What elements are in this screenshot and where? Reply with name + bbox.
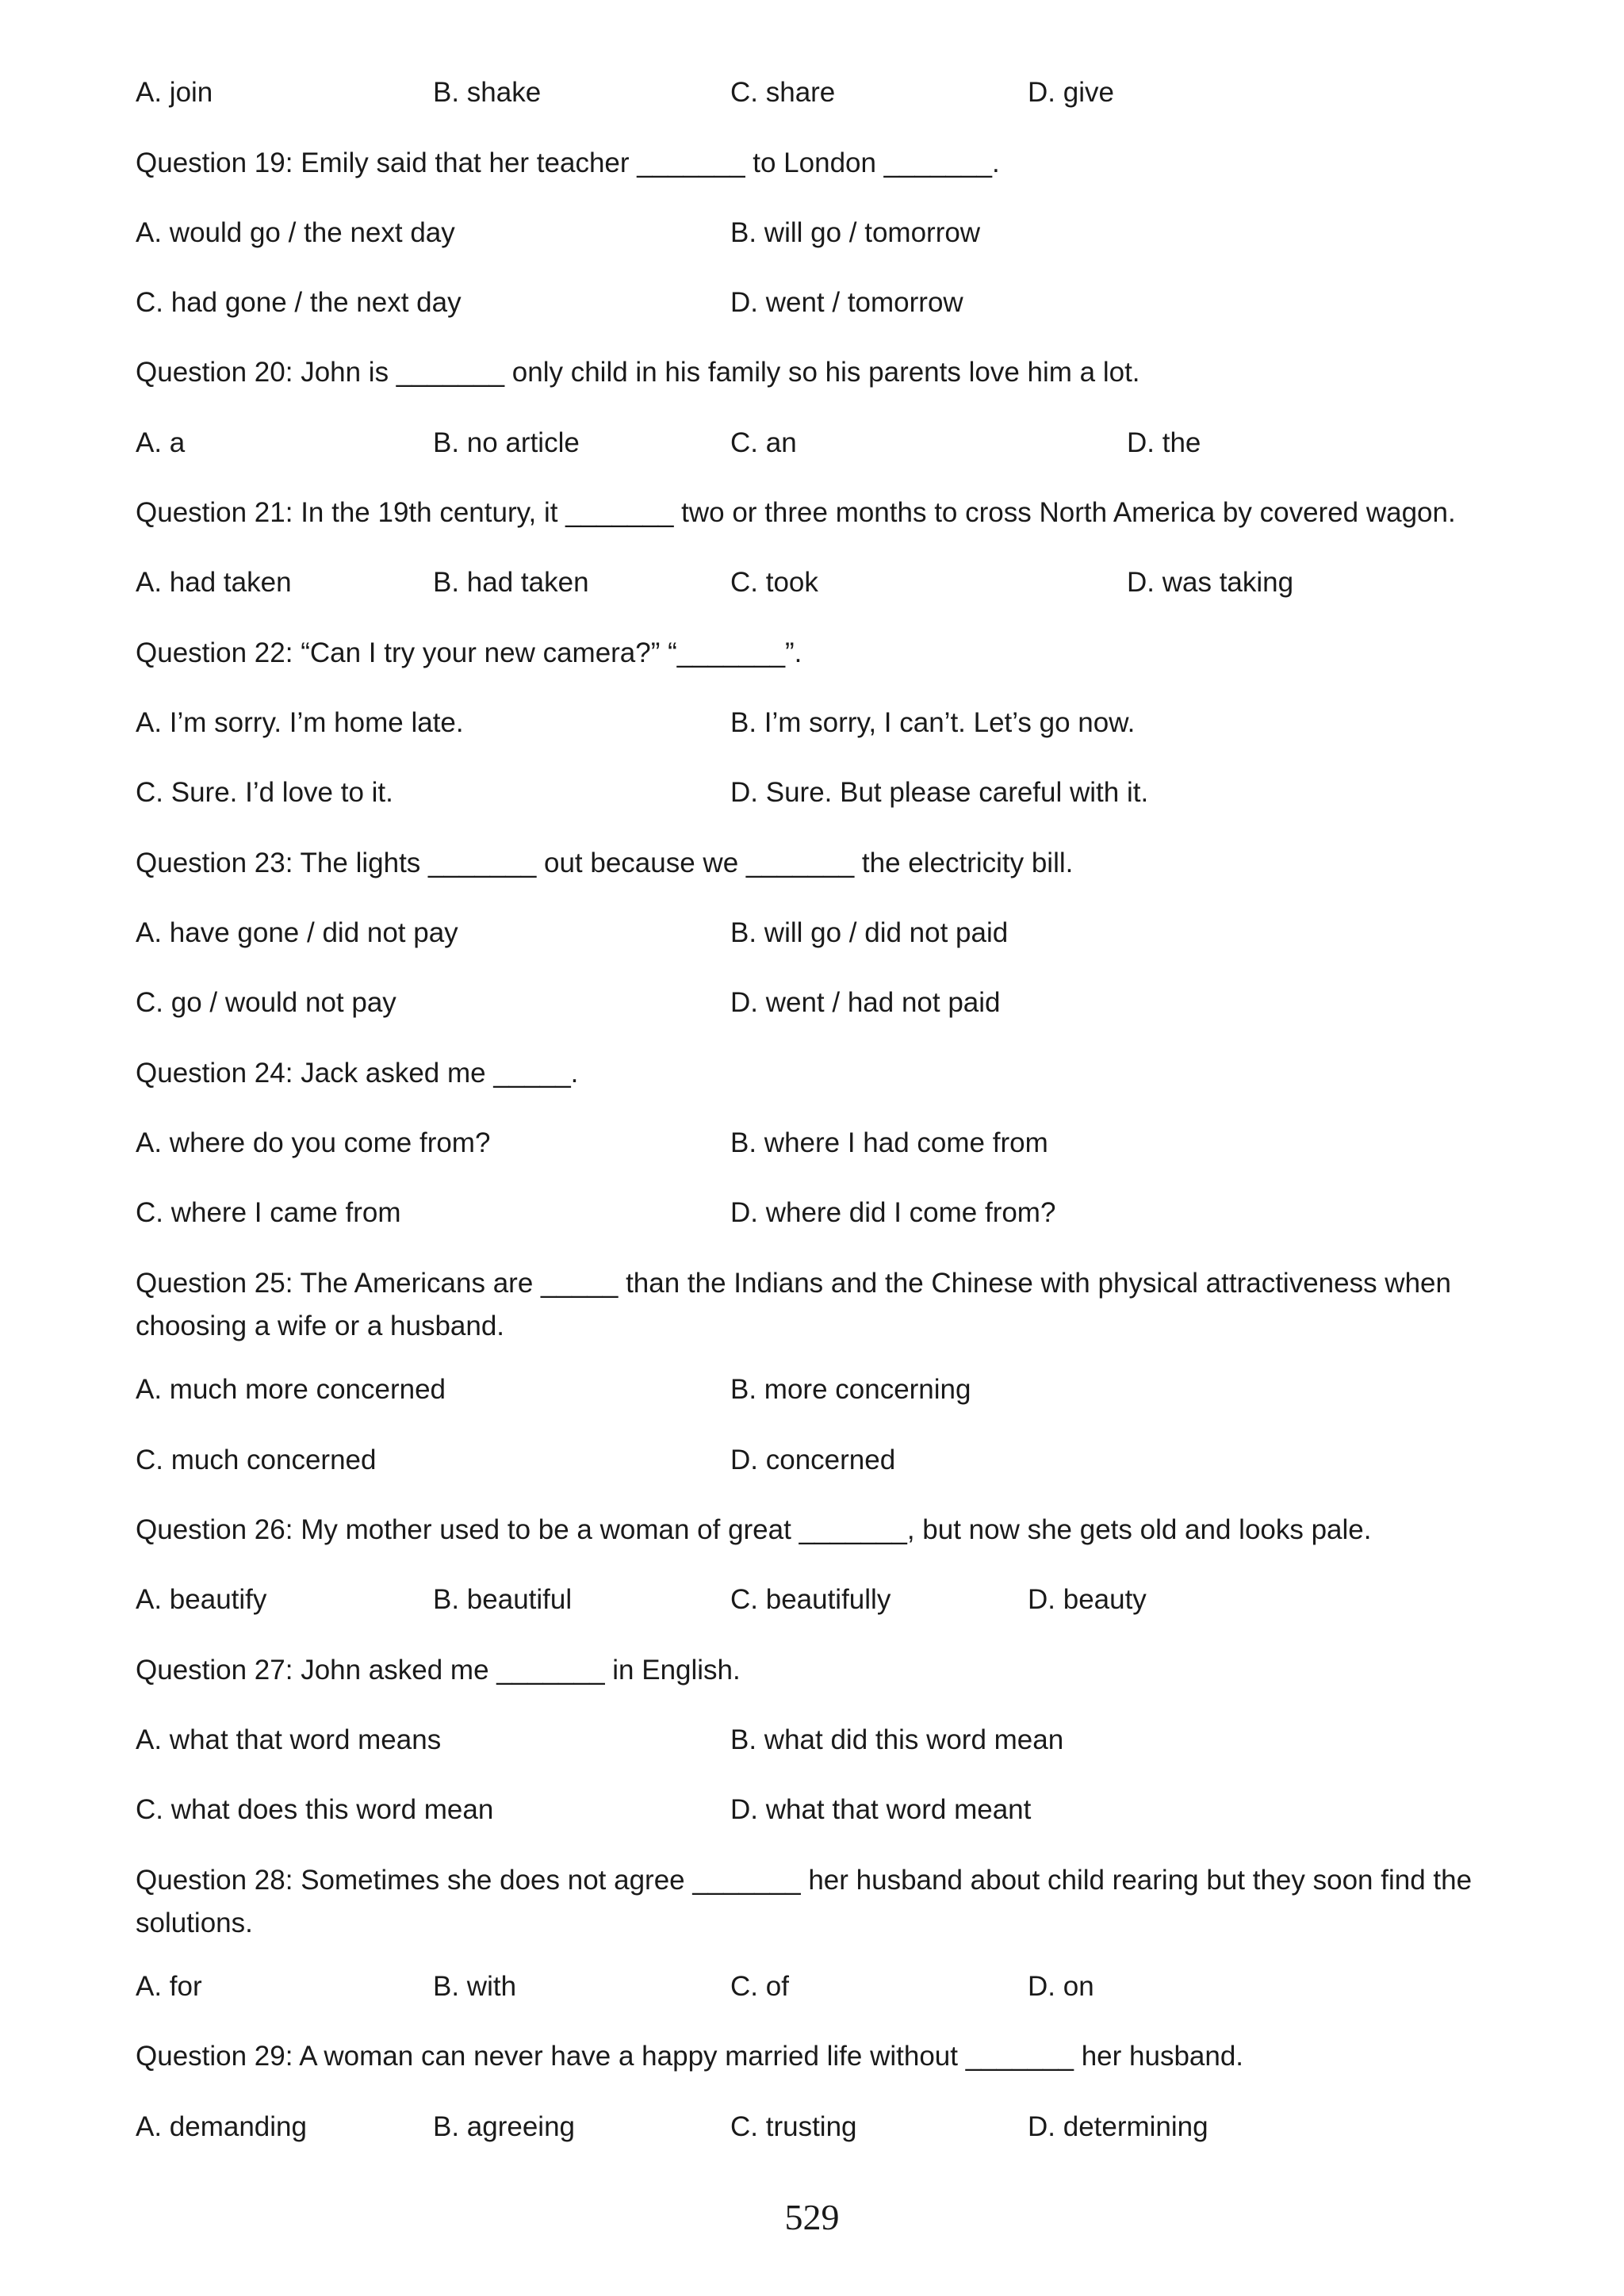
answer-option: A. what that word means bbox=[136, 1724, 442, 1755]
question-line: Question 26: My mother used to be a woman of great _______, but now she gets old and looks pale. bbox=[136, 1514, 1372, 1545]
question-text bbox=[136, 492, 1500, 534]
page-number: 529 bbox=[784, 2197, 840, 2237]
question-text bbox=[136, 351, 1500, 394]
question-text bbox=[136, 1262, 1500, 1348]
answer-option: D. what that word meant bbox=[730, 1794, 1032, 1825]
answer-option: C. where I came from bbox=[136, 1197, 401, 1228]
answer-option: A. have gone / did not pay bbox=[136, 917, 458, 948]
question-text bbox=[136, 1052, 1500, 1095]
answer-option: B. I’m sorry, I can’t. Let’s go now. bbox=[730, 707, 1136, 738]
answer-option: D. Sure. But please careful with it. bbox=[730, 777, 1149, 808]
answer-option: D. the bbox=[1127, 427, 1201, 458]
question-line: Question 28: Sometimes she does not agree _______ her husband about child rearing but they soon find the bbox=[136, 1865, 1473, 1896]
answer-option: D. give bbox=[1028, 77, 1114, 108]
answer-option: C. much concerned bbox=[136, 1445, 377, 1475]
answer-option: D. was taking bbox=[1127, 567, 1294, 598]
answer-option: A. where do you come from? bbox=[136, 1127, 491, 1158]
question-line: Question 27: John asked me _______ in English. bbox=[136, 1655, 741, 1686]
answer-option: B. will go / tomorrow bbox=[730, 217, 981, 248]
question-line-continued: solutions. bbox=[136, 1908, 253, 1938]
answer-option: B. where I had come from bbox=[730, 1127, 1048, 1158]
answer-option: D. went / tomorrow bbox=[730, 287, 963, 318]
answer-option: C. of bbox=[730, 1971, 789, 2002]
question-text bbox=[136, 2035, 1500, 2078]
answer-option: A. much more concerned bbox=[136, 1374, 446, 1405]
question-line: Question 29: A woman can never have a happy married life without _______ her husband. bbox=[136, 2041, 1244, 2072]
answer-option: B. shake bbox=[433, 77, 542, 108]
question-text bbox=[136, 1859, 1500, 1945]
answer-option: D. concerned bbox=[730, 1445, 896, 1475]
question-line-continued: choosing a wife or a husband. bbox=[136, 1311, 505, 1341]
answer-option: A. would go / the next day bbox=[136, 217, 455, 248]
answer-option: A. had taken bbox=[136, 567, 292, 598]
answer-option: D. went / had not paid bbox=[730, 987, 1001, 1018]
answer-option: C. beautifully bbox=[730, 1584, 891, 1615]
question-text bbox=[136, 842, 1500, 885]
answer-option: C. had gone / the next day bbox=[136, 287, 462, 318]
answer-option: B. with bbox=[433, 1971, 517, 2002]
answer-option: C. share bbox=[730, 77, 836, 108]
answer-option: C. Sure. I’d love to it. bbox=[136, 777, 393, 808]
question-text bbox=[136, 1649, 1500, 1692]
answer-option: C. an bbox=[730, 427, 797, 458]
question-line: Question 19: Emily said that her teacher _______ to London _______. bbox=[136, 147, 1000, 178]
answer-option: C. what does this word mean bbox=[136, 1794, 494, 1825]
answer-option: B. what did this word mean bbox=[730, 1724, 1064, 1755]
question-line: Question 21: In the 19th century, it _______ two or three months to cross North America by covered wagon. bbox=[136, 497, 1456, 528]
answer-option: B. no article bbox=[433, 427, 580, 458]
answer-option: B. beautiful bbox=[433, 1584, 573, 1615]
answer-option: B. had taken bbox=[433, 567, 589, 598]
question-text bbox=[136, 1509, 1500, 1552]
answer-option: B. agreeing bbox=[433, 2111, 576, 2142]
answer-option: A. a bbox=[136, 427, 186, 458]
answer-option: B. will go / did not paid bbox=[730, 917, 1009, 948]
answer-option: D. beauty bbox=[1028, 1584, 1147, 1615]
answer-option: D. determining bbox=[1028, 2111, 1208, 2142]
answer-option: B. more concerning bbox=[730, 1374, 971, 1405]
answer-option: C. go / would not pay bbox=[136, 987, 396, 1018]
answer-option: A. beautify bbox=[136, 1584, 267, 1615]
question-text bbox=[136, 142, 1500, 185]
answer-option: C. took bbox=[730, 567, 818, 598]
answer-option: D. on bbox=[1028, 1971, 1094, 2002]
answer-option: A. for bbox=[136, 1971, 202, 2002]
question-line: Question 25: The Americans are _____ than the Indians and the Chinese with physical attractiveness when bbox=[136, 1268, 1451, 1299]
question-line: Question 23: The lights _______ out because we _______ the electricity bill. bbox=[136, 848, 1074, 878]
answer-option: A. I’m sorry. I’m home late. bbox=[136, 707, 464, 738]
question-line: Question 20: John is _______ only child in his family so his parents love him a lot. bbox=[136, 357, 1140, 388]
question-line: Question 22: “Can I try your new camera?” “_______”. bbox=[136, 637, 802, 668]
answer-option: A. demanding bbox=[136, 2111, 307, 2142]
question-text bbox=[136, 632, 1500, 675]
answer-option: C. trusting bbox=[730, 2111, 857, 2142]
answer-option: D. where did I come from? bbox=[730, 1197, 1056, 1228]
question-line: Question 24: Jack asked me _____. bbox=[136, 1058, 579, 1089]
answer-option: A. join bbox=[136, 77, 213, 108]
